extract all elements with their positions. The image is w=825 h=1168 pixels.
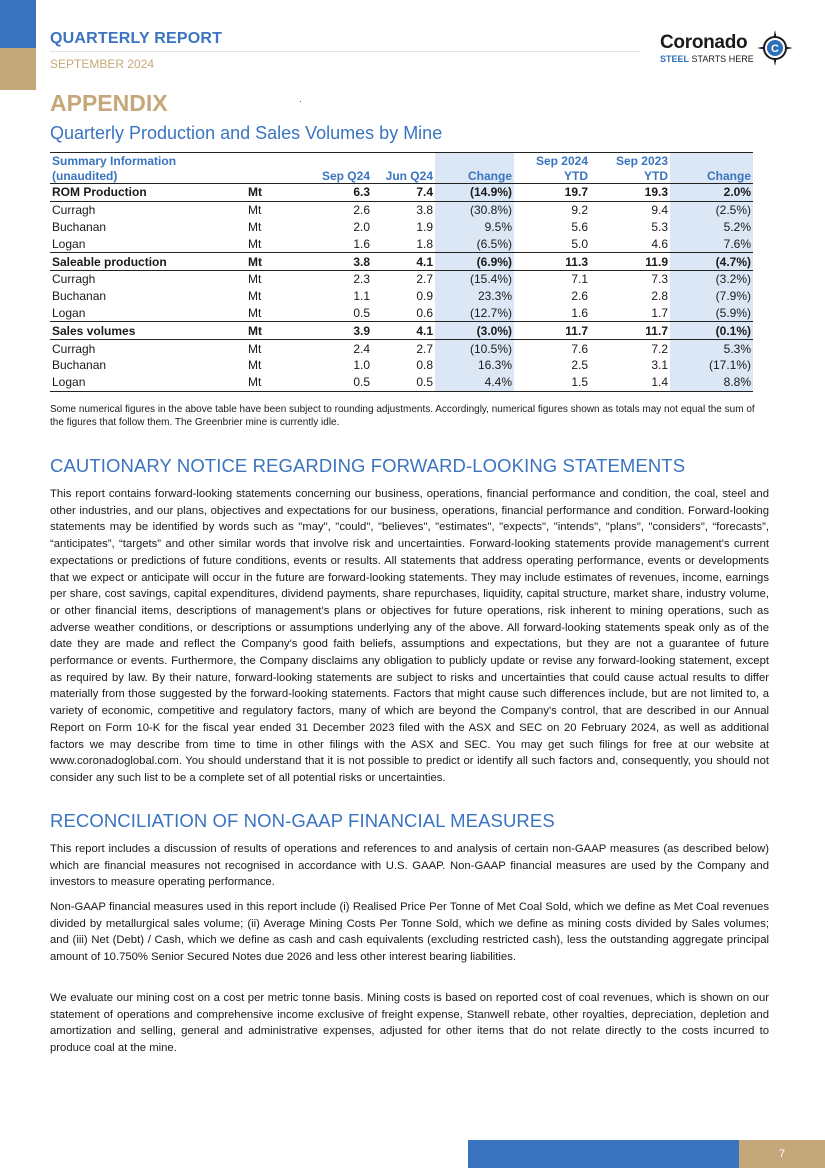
table-footnote: Some numerical figures in the above table have been subject to rounding adjustments. Accordingly, numerical figures shown as totals may not equal the sum of the figures that follow them. The Greenbrier mine is currently idle. xyxy=(50,404,755,428)
table-row: Curragh Mt 2.3 2.7 (15.4%) 7.1 7.3 (3.2%) xyxy=(52,272,751,287)
footer-bar-blue xyxy=(468,1140,739,1168)
header-unaudited: (unaudited) xyxy=(50,168,240,184)
header-accent-blue xyxy=(0,0,36,48)
header-summary: Summary Information xyxy=(50,153,240,169)
company-logo xyxy=(656,30,796,70)
table-row: Buchanan Mt 1.1 0.9 23.3% 2.6 2.8 (7.9%) xyxy=(52,289,751,304)
table-row: Sales volumes Mt 3.9 4.1 (3.0%) 11.7 11.7 (0.1%) xyxy=(52,323,751,338)
logo-name: Coronado xyxy=(660,32,748,53)
header-ytd-2024: YTD xyxy=(514,168,590,184)
table-row: Logan Mt 0.5 0.5 4.4% 1.5 1.4 8.8% xyxy=(52,375,751,390)
header-change-ytd: Change xyxy=(670,168,753,184)
header-jun-q24: Jun Q24 xyxy=(372,168,435,184)
table-row: Buchanan Mt 1.0 0.8 16.3% 2.5 3.1 (17.1%) xyxy=(52,358,751,373)
production-volumes-table xyxy=(50,152,753,392)
page-number: 7 xyxy=(778,1148,786,1160)
svg-text:C: C xyxy=(771,43,779,55)
report-title: QUARTERLY REPORT xyxy=(50,30,223,47)
header-sep-q24: Sep Q24 xyxy=(295,168,372,184)
table-row: Buchanan Mt 2.0 1.9 9.5% 5.6 5.3 5.2% xyxy=(52,219,751,234)
table-row: Curragh Mt 2.4 2.7 (10.5%) 7.6 7.2 5.3% xyxy=(52,341,751,356)
table-header-row xyxy=(50,153,753,169)
header-sep2023: Sep 2023 xyxy=(590,153,670,169)
table-row: Curragh Mt 2.6 3.8 (30.8%) 9.2 9.4 (2.5%) xyxy=(52,203,751,218)
logo-tagline: STEEL STARTS HERE xyxy=(660,54,754,64)
reconciliation-para-1: This report includes a discussion of results of operations and references to and analysis of certain non-GAAP measures (as described below) which are financial measures not recognised in accordance with U.S. GAAP. Non-GAAP financial measures are used by the Company and investors to measure operating performance. xyxy=(50,843,769,889)
table-row: Logan Mt 1.6 1.8 (6.5%) 5.0 4.6 7.6% xyxy=(52,236,751,251)
compass-logo-icon xyxy=(757,30,793,66)
table-row: Saleable production Mt 3.8 4.1 (6.9%) 11.3 11.9 (4.7%) xyxy=(52,254,751,269)
cautionary-body: This report contains forward-looking statements concerning our business, operations, financial performance and condition, the coal, steel and other industries, and our plans, objectives and expectations for our business, operations, financial performance and condition. Forward-looking statements may be identified by words such as "may", "could", "believes", "estimates", "expects", "intends", "plans", "considers", “forecasts”, “anticipates”, “targets” and other similar words that involve risk and uncertainties. Forward-looking statements provide management's current expectations or predictions of future conditions, events or results. All statements that address operating performance, events or developments that we expect or anticipate will occur in the future are forward-looking statements. They may include estimates of revenues, income, earnings per share, cost savings, capital expenditures, dividend payments, share repurchases, liquidity, capital structure, market share, industry volume, or other financial items, descriptions of management’s plans or objectives for future operations, risk inherent to mining operations, such as adverse weather conditions, or descriptions or assumptions underlying any of the above. All forward-looking statements speak only as of the date they are made and reflect the Company's good faith beliefs, assumptions and expectations, but they are not a guarantee of future performance or events. Furthermore, the Company disclaims any obligation to publicly update or revise any forward-looking statement, except as required by law. By their nature, forward-looking statements are subject to risks and uncertainties that could cause actual results to differ materially from those suggested by the forward-looking statements. Factors that might cause such differences include, but are not limited to, a variety of economic, competitive and regulatory factors, many of which are beyond the Company's control, that are described in our Annual Report on Form 10-K for the fiscal year ended 31 December 2023 filed with the ASX and SEC on 20 February 2024, as well as additional factors we may describe from time to time in other filings with the ASX and SEC. You may get such filings for free at our website at www.coronadoglobal.com. You should understand that it is not possible to predict or identify all such factors and, consequently, you should not consider any such list to be a complete set of all potential risks or uncertainties. xyxy=(50,488,769,784)
reconciliation-para-2: Non-GAAP financial measures used in this report include (i) Realised Price Per Tonne of Met Coal Sold, which we define as Met Coal revenues divided by metallurgical sales volume; (ii) Average Mining Costs Per Tonne Sold, which we define as mining costs divided by Sales volumes; and (iii) Net (Debt) / Cash, which we define as cash and cash equivalents (excluding restricted cash), less the outstanding aggregate principal amount of 10.750% Senior Secured Notes due 2026 and less other interest bearing liabilities. xyxy=(50,901,769,964)
header-divider xyxy=(50,51,640,52)
table-header-row xyxy=(50,168,753,184)
header-accent-gold xyxy=(0,48,36,90)
stray-dot xyxy=(300,101,301,102)
table-row: ROM Production Mt 6.3 7.4 (14.9%) 19.7 19.3 2.0% xyxy=(52,185,751,200)
header-ytd-2023: YTD xyxy=(590,168,670,184)
header-change: Change xyxy=(435,168,514,184)
appendix-heading: APPENDIX xyxy=(50,90,168,116)
cautionary-heading: CAUTIONARY NOTICE REGARDING FORWARD-LOOKING STATEMENTS xyxy=(50,455,686,476)
appendix-subheading: Quarterly Production and Sales Volumes by Mine xyxy=(50,123,443,143)
reconciliation-heading: RECONCILIATION OF NON-GAAP FINANCIAL MEASURES xyxy=(50,810,555,831)
report-period: SEPTEMBER 2024 xyxy=(50,57,155,71)
reconciliation-para-3: We evaluate our mining cost on a cost per metric tonne basis. Mining costs is based on reported cost of coal revenues, which is shown on our statement of operations and comprehensive income exclusive of freight expense, Stanwell rebate, other royalties, depreciation, depletion and amortization and selling, general and administrative expenses, adjusted for other items that do not relate directly to the costs incurred to produce coal at the mine. xyxy=(50,992,769,1055)
table-row: Logan Mt 0.5 0.6 (12.7%) 1.6 1.7 (5.9%) xyxy=(52,305,751,320)
header-sep2024: Sep 2024 xyxy=(514,153,590,169)
